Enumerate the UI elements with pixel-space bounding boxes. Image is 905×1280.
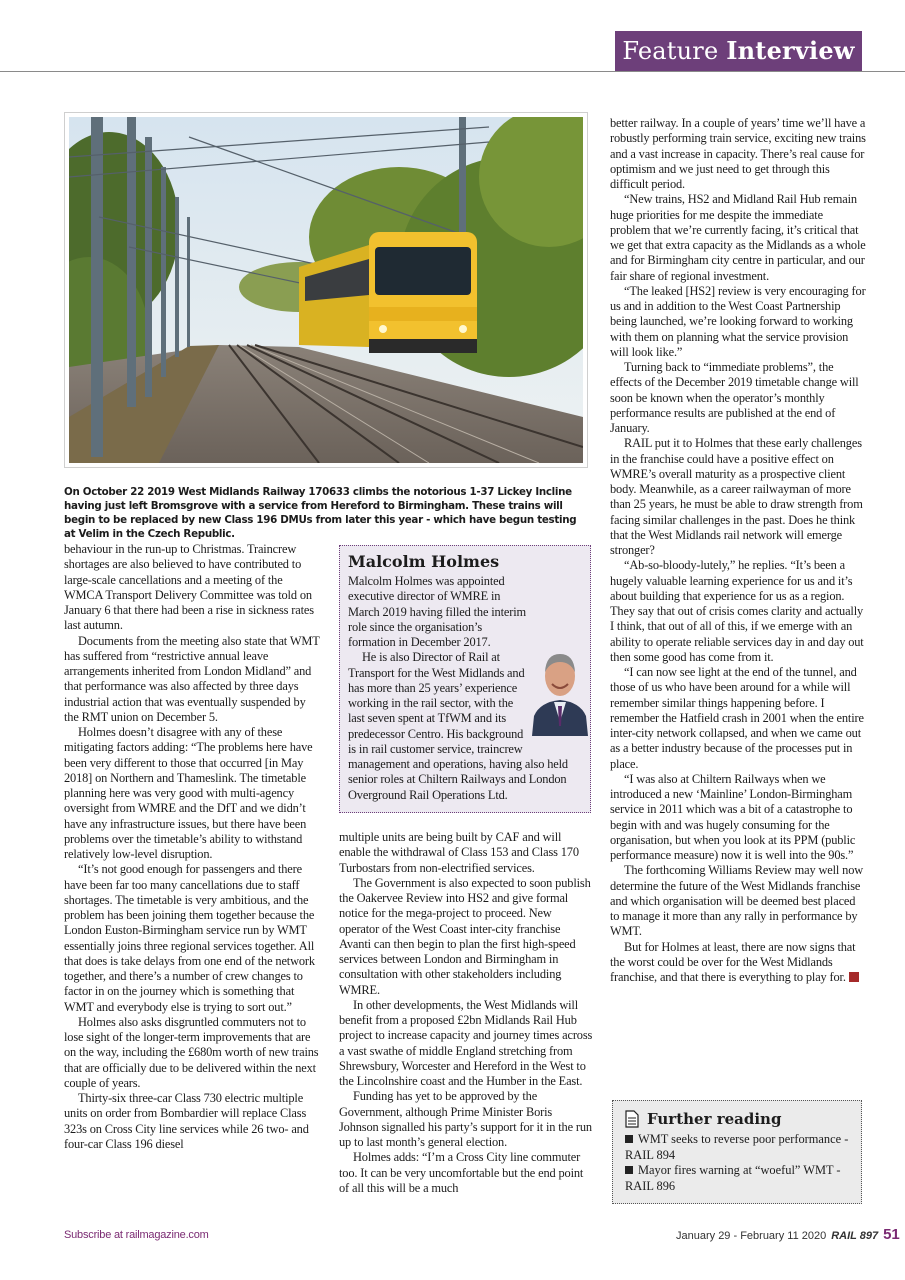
paragraph: “Ab-so-bloody-lutely,” he replies. “It’s been a hugely valuable learning experience for us and it’s about building that experience for us as a region. They say that out of crisis comes clarity and actually I think, that out of all of this, if we emerge with an ability to operate reliable services day in and day out then some good has come from it. (610, 558, 864, 664)
page-footer (676, 1226, 900, 1243)
page-number: 51 (883, 1226, 900, 1243)
magazine-issue: RAIL 897 (831, 1230, 879, 1242)
issue-date: January 29 - February 11 2020 (676, 1230, 827, 1242)
document-icon (625, 1110, 639, 1128)
paragraph: In other developments, the West Midlands will benefit from a proposed £2bn Midlands Rail Hub project to increase capacity and journey times across a vast swathe of middle England stretching from Shrewsbury, Worcester and Hereford in the West to the Lincolnshire coast and the Humber in the East. (339, 997, 593, 1088)
article-column-3 (610, 116, 866, 985)
paragraph: “I was also at Chiltern Railways when we introduced a new ‘Mainline’ London-Birmingham service in 2011 which was a bit of a catastrophe to begin with and was hugely consuming for the organisation, but when you look at its PPM (public performance measure) now it is well into the 90s.” (610, 771, 856, 862)
profile-box (339, 545, 591, 813)
paragraph: The Government is also expected to soon publish the Oakervee Review into HS2 and give formal notice for the mega-project to proceed. New operator of the West Coast inter-city franchise Avanti can then begin to plan the first high-speed services between London and Birmingham in consultation with other stakeholders including WMRE. (339, 875, 591, 997)
further-reading-title: Further reading (647, 1110, 782, 1128)
paragraph: The forthcoming Williams Review may well now determine the future of the West Midlands franchise and which organisation will be deemed best placed to manage it more than any rally in performance by WMT. (610, 863, 864, 939)
list-item-text: WMT seeks to reverse poor performance - RAIL 894 (625, 1132, 849, 1162)
paragraph: RAIL put it to Holmes that these early challenges in the franchise could have a positive effect on WMRE’s overall maturity as a prospective client body. Meanwhile, as a career railwayman of more than 25 years, he must be able to draw strength from facing similar challenges in the past. Does he think that the West Midlands rail network will emerge stronger? (610, 436, 863, 557)
profile-paragraph: He is also Director of Rail at Transport for the West Midlands and has more than 25 years’ experience working in the rail sector, with the last seven spent at TfWM and its predecessor Centro. His background is in rail customer service, traincrew management and operations, having also held senior roles at Chiltern Railways and London Overground Rail Operations Ltd. (348, 650, 568, 802)
bullet-icon (625, 1135, 633, 1143)
list-item-text: Mayor fires warning at “woeful” WMT -RAIL 896 (625, 1163, 841, 1193)
bullet-icon (625, 1166, 633, 1174)
profile-title: Malcolm Holmes (348, 552, 500, 571)
section-tag (615, 31, 862, 71)
paragraph: “The leaked [HS2] review is very encouraging for us and in addition to the West Coast Partnership being launched, we’re looking forward to working with them on planning what the service provision will look like.” (610, 283, 866, 359)
portrait-image (530, 636, 590, 736)
article-column-2 (339, 830, 593, 1196)
photo-caption: On October 22 2019 West Midlands Railway 170633 climbs the notorious 1-37 Lickey Incline having just left Bromsgrove with a service from Hereford to Birmingham. These trains will begin to be replaced by new Class 196 DMUs from later this year - which have begun testing at Velim in the Czech Republic. (64, 486, 577, 540)
profile-paragraph: Malcolm Holmes was appointed executive director of WMRE in March 2019 having filled the interim role since the organisation’s formation in December 2017. (348, 574, 527, 649)
header-rule (0, 71, 905, 72)
list-item[interactable] (625, 1163, 849, 1194)
end-mark-icon (849, 972, 859, 982)
article-column-1 (64, 542, 322, 1152)
feature-photo (64, 112, 588, 468)
paragraph: behaviour in the run-up to Christmas. Traincrew shortages are also believed to have contributed to large-scale cancellations and a meeting of the WMCA Transport Delivery Committee was told on January 6 that there had been a rise in sickness rates last autumn. (64, 542, 314, 633)
paragraph: “New trains, HS2 and Midland Rail Hub remain huge priorities for me despite the immediate problem that we’re currently facing, it’s critical that we get that extra capacity as the Midlands as a whole and for Birmingham city centre in particular, and our fair share of regional investment. (610, 192, 866, 283)
further-reading-list (625, 1132, 849, 1194)
further-reading-box (612, 1100, 862, 1204)
paragraph: Documents from the meeting also state that WMT has suffered from “restrictive annual leave arrangements inherited from London Midland” and that performance was also affected by three days industrial action that was eventually suspended by the RMT union on December 5. (64, 633, 320, 724)
paragraph: “It’s not good enough for passengers and there have been far too many cancellations due to staff shortages. The timetable is very ambitious, and the problem has been joining them together because the London Euston-Birmingham service run by WMT essentially joins three regional services together. All that does is take delays from one end of the network together, and there’s a number of crew changes to factor in on the journey which is something that WMT and everybody else is trying to sort out.” (64, 862, 315, 1014)
paragraph: Holmes adds: “I’m a Cross City line commuter too. It can be very uncomfortable but the end point of all this will be a much (339, 1150, 584, 1195)
paragraph: Holmes also asks disgruntled commuters not to lose sight of the longer-term improvements that are on the way, including the £680m worth of new trains that are officially due to be delivered within the next couple of years. (64, 1014, 319, 1090)
closing-paragraph-text: But for Holmes at least, there are now signs that the worst could be over for the West Midlands franchise, and that there is everything to play for. (610, 939, 856, 984)
section-label: Feature (622, 37, 719, 65)
train-photo-illustration (69, 117, 583, 463)
further-reading-heading (625, 1110, 849, 1128)
paragraph: Funding has yet to be approved by the Government, although Prime Minister Boris Johnson signalled his party’s support for it in the run up to last month’s general election. (339, 1089, 592, 1149)
paragraph (610, 940, 866, 986)
paragraph: better railway. In a couple of years’ time we’ll have a robustly performing train service, exciting new trains and a vast increase in capacity. There’s real cause for optimism and we just need to get through this difficult period. (610, 116, 866, 191)
subscribe-link[interactable]: Subscribe at railmagazine.com (64, 1229, 209, 1241)
paragraph: Turning back to “immediate problems”, the effects of the December 2019 timetable change will soon be known when the operator’s monthly performance results are published at the end of January. (610, 360, 859, 435)
section-title: Interview (726, 36, 855, 65)
paragraph: Thirty-six three-car Class 730 electric multiple units on order from Bombardier will replace Class 323s on Cross City line services while 26 two- and four-car Class 196 diesel (64, 1091, 309, 1151)
paragraph: Holmes doesn’t disagree with any of these mitigating factors adding: “The problems here have been very different to those that occurred [in May 2018] on Northern and Thameslink. The timetable planning here was very good with multi-agency oversight from WMRE and the DfT and we didn’t have any infrastructure issues, but there have been problems over the timetable’s ability to withstand relatively low-level disruption. (64, 725, 313, 861)
list-item[interactable] (625, 1132, 849, 1163)
paragraph: “I can now see light at the end of the tunnel, and those of us who have been around for a while will remember similar things happening before. I remember the Hatfield crash in 2001 when the entire inter-city network collapsed, and when we came out as a better industry because of the processes put in place. (610, 665, 864, 771)
paragraph: multiple units are being built by CAF and will enable the withdrawal of Class 153 and Class 170 Turbostars from non-electrified services. (339, 830, 579, 875)
